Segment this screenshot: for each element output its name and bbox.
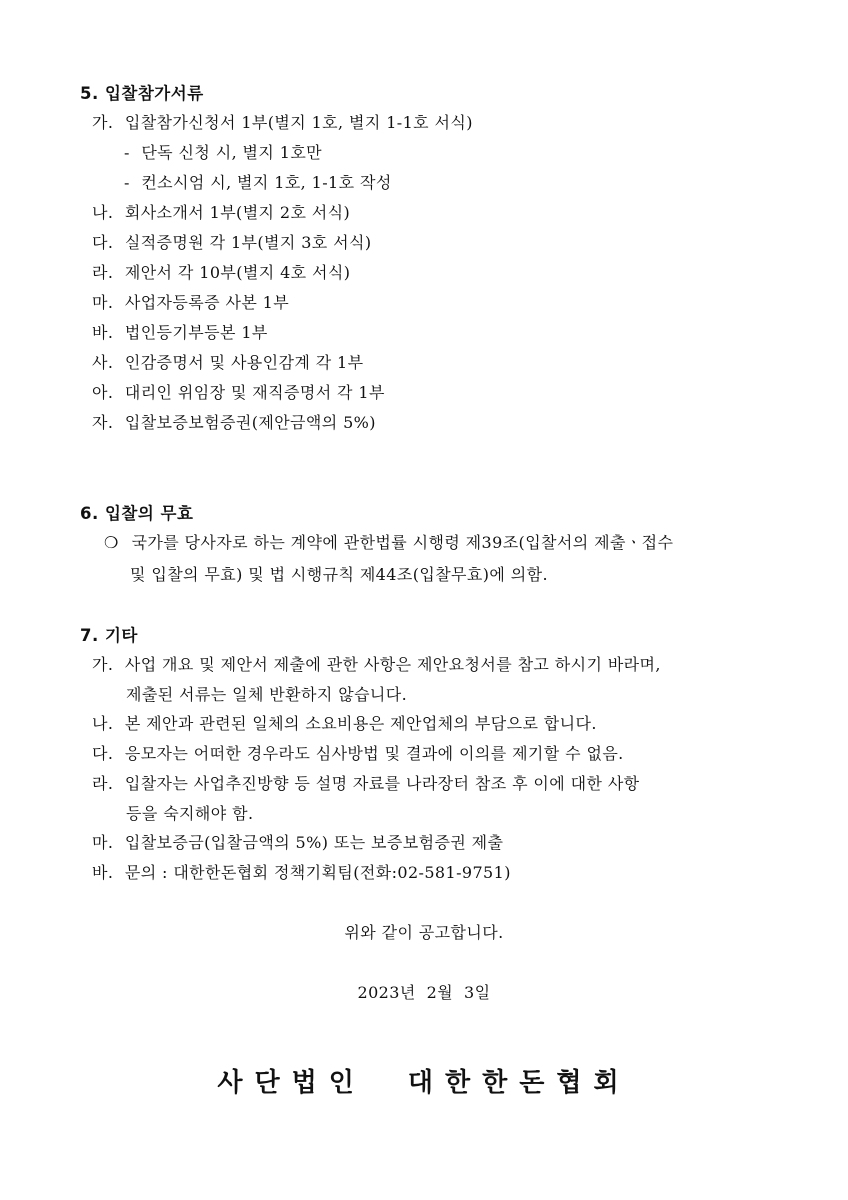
item-text: 제출된 서류는 일체 반환하지 않습니다. bbox=[126, 685, 408, 704]
item-marker: 가. bbox=[92, 655, 114, 674]
section-6-heading: 6. 입찰의 무효 bbox=[80, 504, 194, 523]
list-item bbox=[124, 140, 322, 163]
section-5-heading: 5. 입찰참가서류 bbox=[80, 84, 204, 103]
list-item bbox=[92, 652, 661, 675]
list-item bbox=[92, 350, 364, 373]
list-item bbox=[92, 711, 597, 734]
list-item bbox=[92, 771, 640, 794]
item-text: 실적증명원 각 1부(별지 3호 서식) bbox=[124, 233, 372, 252]
item-marker: 자. bbox=[92, 413, 114, 432]
list-item bbox=[124, 170, 392, 193]
organization-name: 사단법인 대한한돈협회 bbox=[217, 1068, 631, 1098]
item-text: 컨소시엄 시, 별지 1호, 1-1호 작성 bbox=[141, 173, 392, 192]
item-marker: 나. bbox=[92, 714, 114, 733]
list-item bbox=[92, 741, 624, 764]
item-marker: 다. bbox=[92, 233, 114, 252]
item-marker: - bbox=[124, 143, 130, 162]
item-text: 등을 숙지해야 함. bbox=[126, 804, 254, 823]
list-item bbox=[92, 320, 268, 343]
item-text: 국가를 당사자로 하는 계약에 관한법률 시행령 제39조(입찰서의 제출ㆍ접수 bbox=[131, 533, 674, 552]
section-7-heading: 7. 기타 bbox=[80, 626, 138, 645]
item-text: 회사소개서 1부(별지 2호 서식) bbox=[124, 203, 351, 222]
item-text: 사업 개요 및 제안서 제출에 관한 사항은 제안요청서를 참고 하시기 바라며, bbox=[124, 655, 661, 674]
list-item bbox=[92, 380, 385, 403]
item-text: 입찰자는 사업추진방향 등 설명 자료를 나라장터 참조 후 이에 대한 사항 bbox=[124, 774, 640, 793]
item-text: 인감증명서 및 사용인감계 각 1부 bbox=[124, 353, 364, 372]
item-marker: 바. bbox=[92, 323, 114, 342]
item-text: 입찰보증보험증권(제안금액의 5%) bbox=[124, 413, 376, 432]
list-item bbox=[92, 200, 350, 223]
item-marker: 아. bbox=[92, 383, 114, 402]
item-text: 단독 신청 시, 별지 1호만 bbox=[141, 143, 323, 162]
item-marker: 바. bbox=[92, 863, 114, 882]
list-item bbox=[92, 110, 473, 133]
item-text: 대리인 위임장 및 재직증명서 각 1부 bbox=[124, 383, 385, 402]
item-marker: 라. bbox=[92, 774, 114, 793]
list-item-continuation: 및 입찰의 무효) 및 법 시행규칙 제44조(입찰무효)에 의함. bbox=[130, 565, 548, 584]
item-text: 본 제안과 관련된 일체의 소요비용은 제안업체의 부담으로 합니다. bbox=[124, 714, 597, 733]
list-item bbox=[92, 260, 350, 283]
list-item-continuation bbox=[126, 801, 253, 824]
list-item bbox=[92, 830, 503, 853]
item-marker: 사. bbox=[92, 353, 114, 372]
announcement-date: 2023년 2월 3일 bbox=[357, 983, 491, 1002]
item-marker: 나. bbox=[92, 203, 114, 222]
item-text: 입찰보증금(입찰금액의 5%) 또는 보증보험증권 제출 bbox=[124, 833, 504, 852]
item-marker: - bbox=[124, 173, 130, 192]
list-item bbox=[92, 230, 372, 253]
item-text: 문의 : 대한한돈협회 정책기획팀(전화:02-581-9751) bbox=[124, 863, 511, 882]
item-text: 입찰참가신청서 1부(별지 1호, 별지 1-1호 서식) bbox=[124, 113, 473, 132]
list-item bbox=[92, 290, 289, 313]
list-item bbox=[104, 530, 673, 553]
item-text: 응모자는 어떠한 경우라도 심사방법 및 결과에 이의를 제기할 수 없음. bbox=[124, 744, 624, 763]
closing-statement: 위와 같이 공고합니다. bbox=[344, 923, 504, 942]
item-marker: 마. bbox=[92, 293, 114, 312]
item-marker: 마. bbox=[92, 833, 114, 852]
list-item bbox=[92, 410, 376, 433]
item-text: 제안서 각 10부(별지 4호 서식) bbox=[124, 263, 351, 282]
item-marker: 라. bbox=[92, 263, 114, 282]
item-marker: 다. bbox=[92, 744, 114, 763]
circle-bullet-icon: ❍ bbox=[104, 533, 119, 552]
item-text: 법인등기부등본 1부 bbox=[124, 323, 268, 342]
item-marker: 가. bbox=[92, 113, 114, 132]
list-item bbox=[92, 860, 511, 883]
list-item-continuation bbox=[126, 682, 407, 705]
item-text: 사업자등록증 사본 1부 bbox=[124, 293, 290, 312]
